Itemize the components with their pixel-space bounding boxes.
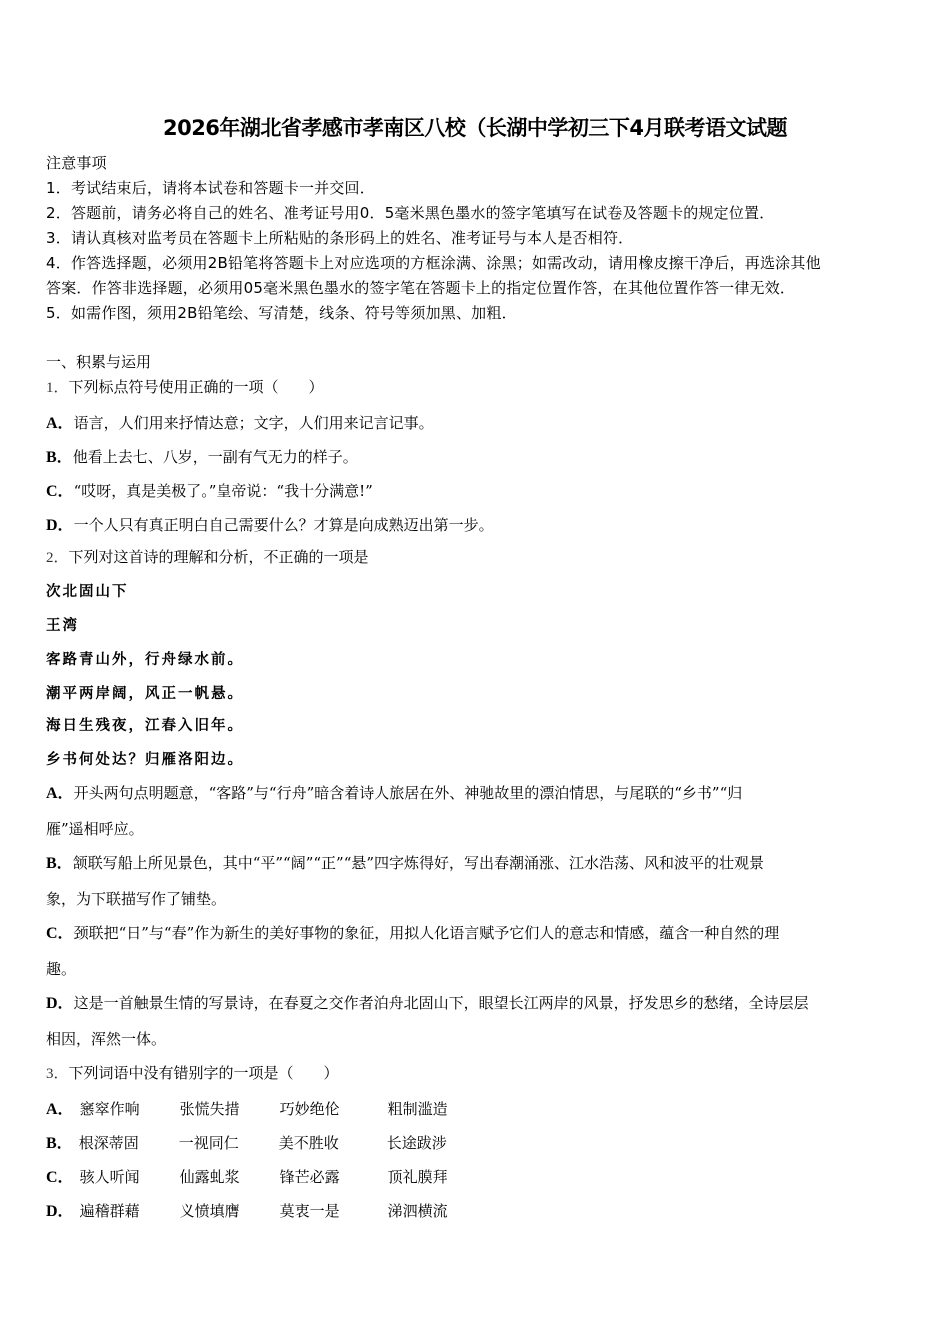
option-continuation: 雁”遥相呼应。 [46, 820, 144, 838]
option-word: 仙露虬浆 [179, 1168, 240, 1186]
question-text: 下列标点符号使用正确的一项（ ） [68, 378, 324, 396]
option-word: 长途跋涉 [386, 1134, 447, 1152]
option-letter: D． [46, 995, 74, 1012]
option-letter: B． [46, 1135, 73, 1152]
question-text: 下列词语中没有错别字的一项是（ ） [68, 1064, 339, 1082]
question-1-option-a [46, 410, 434, 433]
notice-item: 1．考试结束后，请将本试卷和答题卡一并交回． [46, 179, 375, 197]
option-text: 一个人只有真正明白自己需要什么？才算是向成熟迈出第一步。 [73, 516, 494, 534]
option-letter: D． [46, 1203, 74, 1220]
option-word: 一视同仁 [178, 1134, 239, 1152]
question-3-option-a [46, 1096, 488, 1119]
question-1-option-b [46, 444, 358, 467]
question-2-option-d [46, 990, 809, 1013]
option-word: 莫衷一是 [279, 1202, 340, 1220]
question-3-option-d [46, 1198, 488, 1221]
option-text: 语言，人们用来抒情达意；文字，人们用来记言记事。 [73, 414, 434, 432]
poem-line: 海日生残夜，江春入旧年。 [46, 717, 244, 734]
option-word: 顶礼膜拜 [387, 1168, 448, 1186]
notice-item: 4．作答选择题，必须用2B铅笔将答题卡上对应选项的方框涂满、涂黑；如需改动，请用橡皮擦干净后，再选涂其他 [46, 254, 821, 272]
option-word: 涕泗横流 [387, 1202, 448, 1220]
option-word: 粗制滥造 [387, 1100, 448, 1118]
notice-item: 2．答题前，请务必将自己的姓名、准考证号用0．5毫米黑色墨水的签字笔填写在试卷及答题卡的规定位置． [46, 204, 775, 222]
poem-title: 次北固山下 [46, 583, 129, 600]
question-number: 1． [46, 380, 69, 396]
option-text: 他看上去七、八岁，一副有气无力的样子。 [72, 448, 358, 466]
notice-item: 答案．作答非选择题，必须用05毫米黑色墨水的签字笔在答题卡上的指定位置作答，在其他位置作答一律无效． [46, 279, 796, 297]
question-2-stem [46, 546, 369, 567]
option-letter: D． [46, 517, 74, 534]
option-text: 颔联写船上所见景色，其中“平”“阔”“正”“悬”四字炼得好，写出春潮涌涨、江水浩荡、风和波平的壮观景 [72, 854, 765, 872]
option-text: 开头两句点明题意，“客路”与“行舟”暗含着诗人旅居在外、神驰故里的漂泊情思，与尾联的“乡书”“归 [73, 784, 743, 802]
option-word: 根深蒂固 [78, 1134, 139, 1152]
notice-heading: 注意事项 [46, 154, 107, 172]
page-title: 2026年湖北省孝感市孝南区八校（长湖中学初三下4月联考语文试题 [162, 116, 788, 140]
option-letter: A． [46, 415, 74, 432]
option-letter: A． [46, 1101, 74, 1118]
question-text: 下列对这首诗的理解和分析，不正确的一项是 [68, 548, 369, 566]
option-letter: C． [46, 925, 74, 942]
question-3-option-b [46, 1130, 487, 1153]
question-number: 3． [46, 1066, 69, 1082]
poem-line: 潮平两岸阔，风正一帆悬。 [46, 685, 244, 702]
question-3-stem [46, 1062, 339, 1083]
option-word: 义愤填膺 [179, 1202, 240, 1220]
poem-line: 客路青山外，行舟绿水前。 [46, 651, 244, 668]
option-letter: B． [46, 449, 73, 466]
option-continuation: 相因，浑然一体。 [46, 1030, 167, 1048]
poem-author: 王湾 [46, 617, 79, 634]
option-letter: C． [46, 483, 74, 500]
option-letter: A． [46, 785, 74, 802]
question-2-option-b [46, 850, 764, 873]
question-3-option-c [46, 1164, 488, 1187]
question-1-stem [46, 376, 324, 397]
poem-line: 乡书何处达？归雁洛阳边。 [46, 751, 244, 768]
option-text: 这是一首触景生情的写景诗，在春夏之交作者泊舟北固山下，眼望长江两岸的风景，抒发思乡的愁绪，全诗层层 [73, 994, 809, 1012]
option-word: 遍稽群藉 [79, 1202, 140, 1220]
option-continuation: 趣。 [46, 960, 77, 978]
notice-item: 3．请认真核对监考员在答题卡上所粘贴的条形码上的姓名、准考证号与本人是否相符． [46, 229, 634, 247]
question-2-option-c [46, 920, 779, 943]
option-letter: C． [46, 1169, 74, 1186]
question-2-option-a [46, 780, 742, 803]
notice-item: 5．如需作图，须用2B铅笔绘、写清楚，线条、符号等须加黑、加粗． [46, 304, 517, 322]
option-word: 张慌失措 [179, 1100, 240, 1118]
option-word: 窸窣作响 [79, 1100, 140, 1118]
option-word: 巧妙绝伦 [279, 1100, 340, 1118]
question-1-option-c [46, 478, 373, 501]
section-heading: 一、积累与运用 [46, 353, 152, 371]
option-continuation: 象，为下联描写作了铺垫。 [46, 890, 227, 908]
question-number: 2． [46, 550, 69, 566]
option-text: 颈联把“日”与“春”作为新生的美好事物的象征，用拟人化语言赋予它们人的意志和情感，蕴含一种自然的理 [73, 924, 780, 942]
option-text: “哎呀，真是美极了。”皇帝说：“我十分满意!” [73, 482, 373, 500]
question-1-option-d [46, 512, 494, 535]
option-word: 骇人听闻 [79, 1168, 140, 1186]
option-word: 锋芒必露 [279, 1168, 340, 1186]
option-word: 美不胜收 [278, 1134, 339, 1152]
option-letter: B． [46, 855, 73, 872]
